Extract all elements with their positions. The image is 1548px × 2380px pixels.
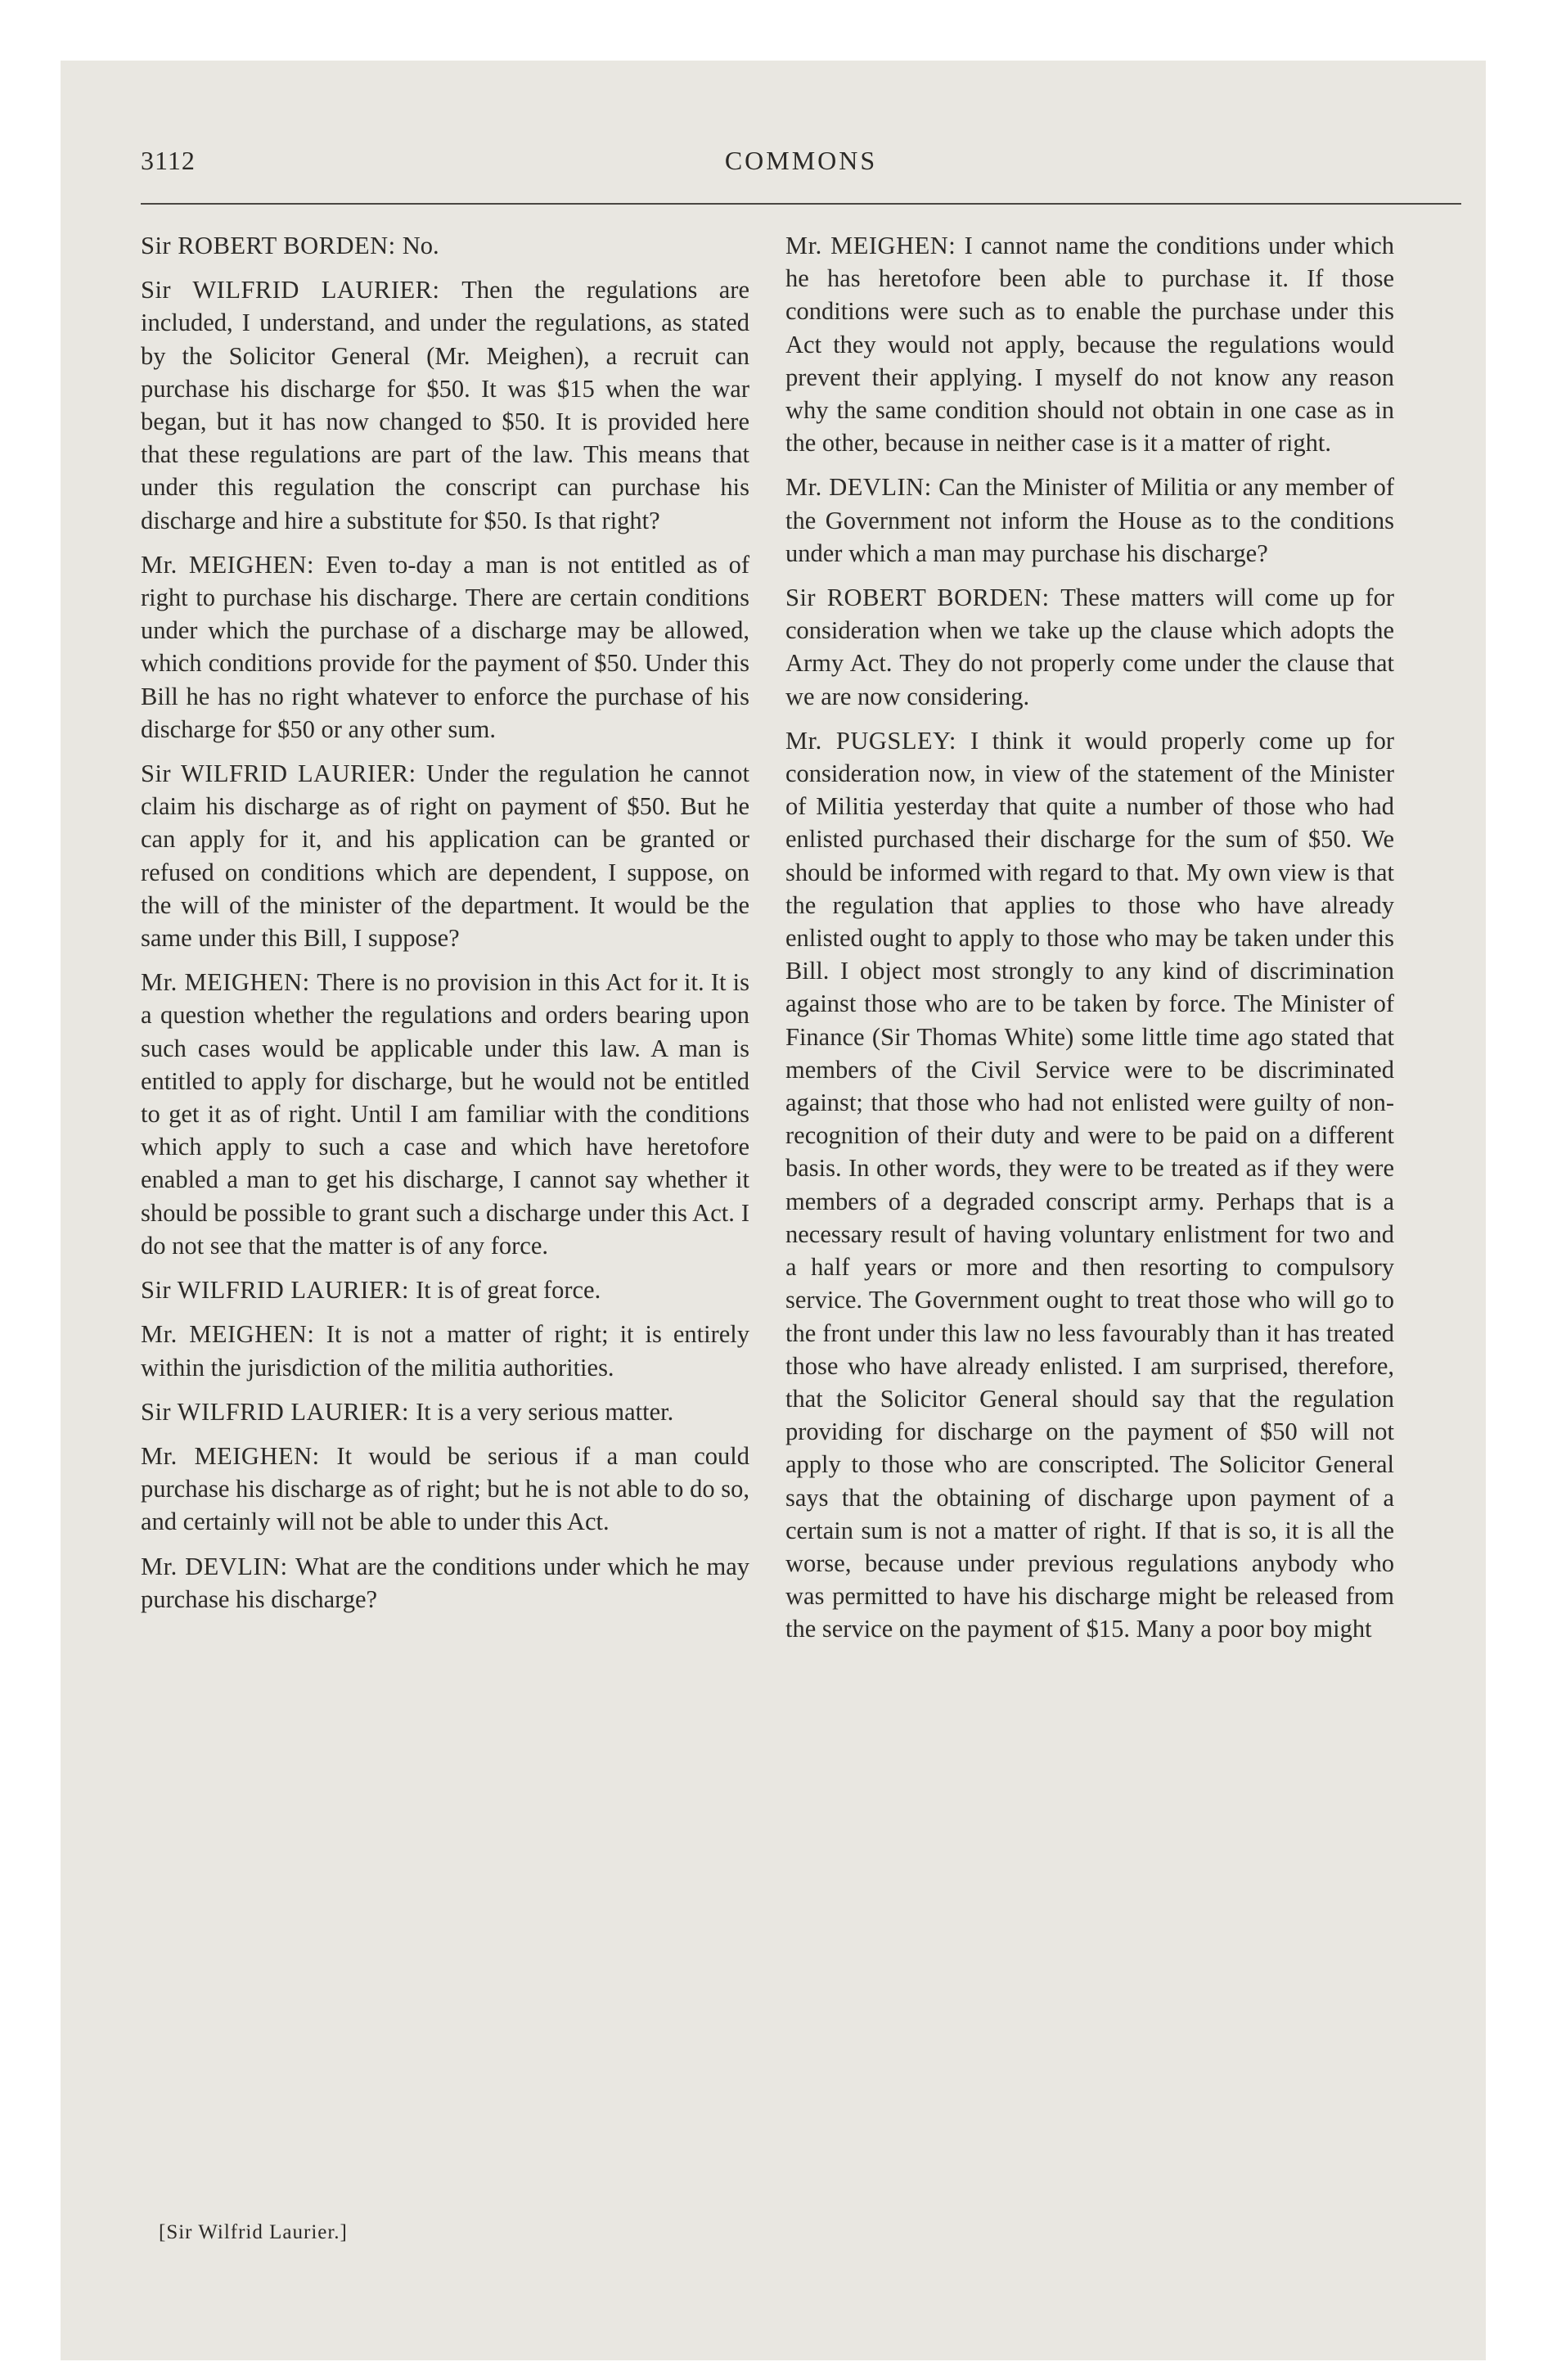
speech-text: Then the regulations are included, I understand, and under the regulations, as stated by the Solicitor General (Mr. Meighen), a recruit can purchase his discharge for $50. It was $15 when the war began, but it has now changed to $50. It is provided here that these regulations are part of the law. This means that under this regulation the conscript can purchase his discharge and hire a substitute for $50. Is that right? xyxy=(141,276,749,534)
speech-text: Can the Minister of Militia or any member of the Government not inform the House as to the conditions under which a man may purchase his discharge? xyxy=(785,473,1394,567)
speaker-name: Sir WILFRID LAURIER: xyxy=(141,1397,409,1426)
document-page xyxy=(61,61,1486,2360)
speech-paragraph xyxy=(141,1550,749,1616)
speaker-name: Mr. MEIGHEN: xyxy=(141,1441,320,1470)
speech-paragraph xyxy=(141,1273,749,1306)
speech-paragraph xyxy=(141,273,749,537)
speaker-name: Mr. MEIGHEN: xyxy=(785,232,956,259)
speech-text: What are the conditions under which he may purchase his discharge? xyxy=(141,1552,750,1613)
speech-paragraph xyxy=(141,1395,749,1428)
speech-paragraph xyxy=(141,1440,749,1539)
speaker-citation: [Sir Wilfrid Laurier.] xyxy=(159,2221,348,2243)
page-number: 3112 xyxy=(141,146,196,175)
speaker-name: Mr. MEIGHEN: xyxy=(141,968,310,997)
running-head-title: COMMONS xyxy=(724,146,878,175)
right-column xyxy=(785,229,1394,1657)
speech-text: Even to-day a man is not entitled as of right to purchase his discharge. There are certain conditions under which the purchase of a discharge may be allowed, which conditions provide for the payment of $50. Under this Bill he has no right whatever to enforce the purchase of his discharge for $50 or any other sum. xyxy=(141,550,750,743)
speaker-name: Sir ROBERT BORDEN: xyxy=(141,232,396,259)
speech-text: It would be serious if a man could purchase his discharge as of right; but he is not able to do so, and certainly will not be able to under this Act. xyxy=(141,1441,749,1536)
speech-paragraph xyxy=(785,724,1394,1646)
speaker-name: Sir ROBERT BORDEN: xyxy=(785,584,1050,612)
speech-paragraph xyxy=(141,966,749,1262)
speech-text: I think it would properly come up for consideration now, in view of the statement of the Minister of Militia yesterday that quite a number of those who had enlisted purchased their discharge for the sum of $50. We should be informed with regard to that. My own view is that the regulation that applies to those who have already enlisted ought to apply to those who may be taken under this Bill. I object most strongly to any kind of discrimination against those who are to be taken by force. The Minister of Finance (Sir Thomas White) some little time ago stated that members of the Civil Service were to be discriminated against; that those who had not enlisted were guilty of non-recognition of their duty and were to be paid on a different basis. In other words, they were to be treated as if they were members of a degraded conscript army. Perhaps that is a necessary result of having voluntary enlistment for two and a half years or more and then resorting to compulsory service. The Government ought to treat those who will go to the front under this law no less favourably than it has treated those who have already enlisted. I am surprised, therefore, that the Solicitor General should say that the regulation providing for discharge on the payment of $50 will not apply to those who are conscripted. The Solicitor General says that the obtaining of discharge upon payment of a certain sum is not a matter of right. If that is so, it is all the worse, because under previous regulations anybody who was permitted to have his discharge might be released from the service on the payment of $15. Many a poor boy might xyxy=(785,726,1394,1643)
speech-text: It is of great force. xyxy=(416,1276,601,1305)
speaker-name: Mr. MEIGHEN: xyxy=(141,1320,315,1349)
speech-paragraph xyxy=(141,229,749,262)
speech-paragraph xyxy=(785,581,1394,713)
page-header xyxy=(141,146,1461,187)
speech-text: It is a very serious matter. xyxy=(416,1397,674,1426)
header-rule xyxy=(141,203,1461,205)
speech-paragraph xyxy=(785,471,1394,570)
speaker-name: Mr. DEVLIN: xyxy=(785,473,932,502)
speaker-name: Sir WILFRID LAURIER: xyxy=(141,276,440,304)
speech-paragraph xyxy=(785,229,1394,459)
speech-paragraph xyxy=(141,1318,749,1383)
speech-text: It is not a matter of right; it is entirely within the jurisdiction of the militia authorities. xyxy=(141,1320,749,1382)
speaker-name: Sir WILFRID LAURIER: xyxy=(141,1276,409,1305)
speech-text: There is no provision in this Act for it. It is a question whether the regulations and orders bearing upon such cases would be applicable under this law. A man is entitled to apply for discharge, but he would not be entitled to get it as of right. Until I am familiar with the conditions which apply to such a case and which have heretofore enabled a man to get his discharge, I cannot say whether it should be possible to grant such a discharge under this Act. I do not see that the matter is of any force. xyxy=(141,968,750,1260)
speaker-name: Sir WILFRID LAURIER: xyxy=(141,760,416,788)
speech-text: Under the regulation he cannot claim his discharge as of right on payment of $50. But he can apply for it, and his application can be granted or refused on conditions which are dependent, I suppose, on the will of the minister of the department. It would be the same under this Bill, I suppose? xyxy=(141,760,749,953)
speaker-name: Mr. PUGSLEY: xyxy=(785,726,956,755)
speaker-name: Mr. DEVLIN: xyxy=(141,1552,288,1580)
speech-paragraph xyxy=(141,757,749,954)
speech-text: These matters will come up for consideration when we take up the clause which adopts the Army Act. They do not properly come under the clause that we are now considering. xyxy=(785,584,1394,710)
speaker-name: Mr. MEIGHEN: xyxy=(141,550,315,579)
speech-text: No. xyxy=(402,232,439,259)
left-column xyxy=(141,229,749,1627)
speech-paragraph xyxy=(141,548,749,746)
speech-text: I cannot name the conditions under which he has heretofore been able to purchase it. If those conditions were such as to enable the purchase under this Act they would not apply, because the regulations would prevent their applying. I myself do not know any reason why the same condition should not obtain in one case as in the other, because in neither case is it a matter of right. xyxy=(785,232,1395,458)
